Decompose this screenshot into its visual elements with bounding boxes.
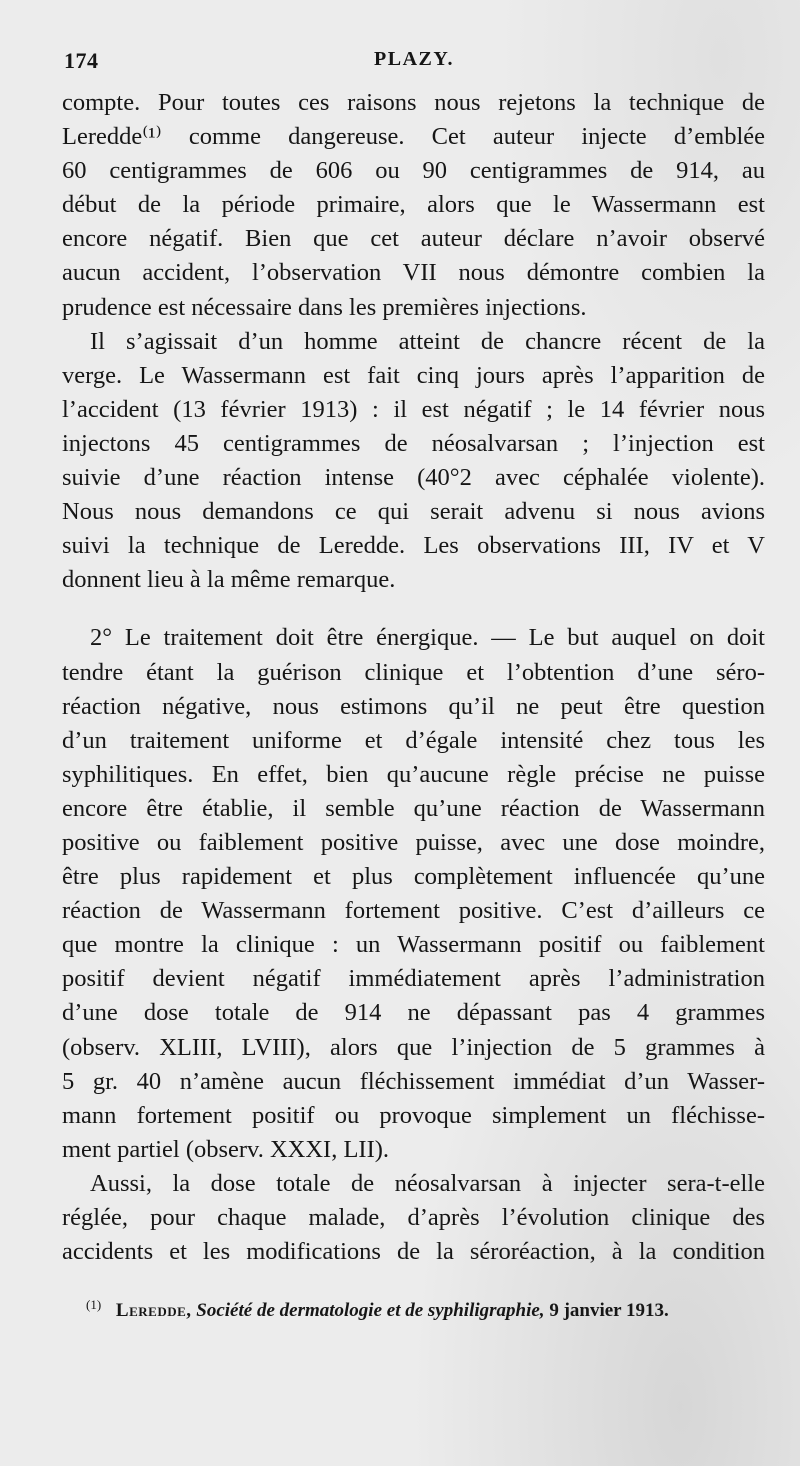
- text-line: réaction négative, nous estimons qu’il ne peut être question: [62, 692, 765, 720]
- text-line: injectons 45 centigrammes de néosalvarsan ; l’injection est: [62, 429, 765, 457]
- text-line: positif devient négatif immédiatement après l’administration: [62, 965, 765, 993]
- text-line: Aussi, la dose totale de néosalvarsan à injecter sera-t-elle: [90, 1169, 765, 1197]
- text-line: positive ou faiblement positive puisse, avec une dose moindre,: [62, 828, 765, 856]
- text-line: (observ. XLIII, LVIII), alors que l’injection de 5 grammes à: [62, 1033, 765, 1061]
- text-line: donnent lieu à la même remarque.: [62, 566, 396, 594]
- footnote-date: 9 janvier 1913.: [549, 1300, 669, 1321]
- text-line: ment partiel (observ. XXXI, LII).: [62, 1135, 390, 1163]
- page-number: 174: [64, 48, 99, 73]
- text-line: compte. Pour toutes ces raisons nous rejetons la technique de: [62, 89, 765, 116]
- text-line: verge. Le Wassermann est fait cinq jours après l’apparition de: [62, 361, 765, 389]
- running-head: [64, 48, 764, 78]
- text-line: réaction de Wassermann fortement positive. C’est d’ailleurs ce: [62, 897, 765, 925]
- text-line: encore être établie, il semble qu’une réaction de Wassermann: [62, 794, 765, 822]
- text-line: réglée, pour chaque malade, d’après l’évolution clinique des: [62, 1204, 765, 1231]
- footnote-mark: (1): [86, 1297, 102, 1312]
- text-line: accidents et les modifications de la séroréaction, à la condition: [62, 1238, 765, 1266]
- text-line: Il s’agissait d’un homme atteint de chancre récent de la: [90, 327, 765, 355]
- text-line: d’une dose totale de 914 ne dépassant pas 4 grammes: [62, 999, 765, 1027]
- text-line: suivi la technique de Leredde. Les observations III, IV et V: [62, 532, 765, 560]
- footnote-author: Leredde,: [115, 1300, 192, 1321]
- text-line: d’un traitement uniforme et d’égale intensité chez tous les: [62, 726, 765, 754]
- body-text: [62, 86, 765, 1269]
- text-line: l’accident (13 février 1913) : il est négatif ; le 14 février nous: [62, 395, 765, 423]
- footnote-source-title: Société de dermatologie et de syphiligraphie,: [196, 1300, 545, 1321]
- text-line: mann fortement positif ou provoque simplement un fléchisse-: [62, 1101, 765, 1129]
- text-line: prudence est nécessaire dans les premières injections.: [62, 293, 587, 321]
- text-line: Leredde⁽¹⁾ comme dangereuse. Cet auteur injecte d’emblée: [62, 123, 765, 151]
- text-line: encore négatif. Bien que cet auteur déclare n’avoir observé: [62, 225, 765, 253]
- text-line: aucun accident, l’observation VII nous démontre combien la: [62, 259, 765, 287]
- footnote: [86, 1291, 766, 1325]
- text-line: tendre étant la guérison clinique et l’obtention d’une séro-: [62, 658, 765, 686]
- text-line: 60 centigrammes de 606 ou 90 centigrammes de 914, au: [62, 157, 765, 185]
- section-heading-line: 2° Le traitement doit être énergique. — Le but auquel on doit: [90, 624, 765, 652]
- text-line: que montre la clinique : un Wassermann positif ou faiblement: [62, 931, 765, 959]
- text-line: 5 gr. 40 n’amène aucun fléchissement immédiat d’un Wasser-: [62, 1067, 765, 1095]
- text-line: être plus rapidement et plus complètement influencée qu’une: [62, 863, 765, 891]
- text-line: syphilitiques. En effet, bien qu’aucune règle précise ne puisse: [62, 760, 765, 788]
- text-line: Nous nous demandons ce qui serait advenu si nous avions: [62, 498, 765, 526]
- text-line: début de la période primaire, alors que le Wassermann est: [62, 191, 765, 219]
- running-title: PLAZY.: [374, 48, 454, 70]
- text-line: suivie d’une réaction intense (40°2 avec céphalée violente).: [62, 464, 765, 492]
